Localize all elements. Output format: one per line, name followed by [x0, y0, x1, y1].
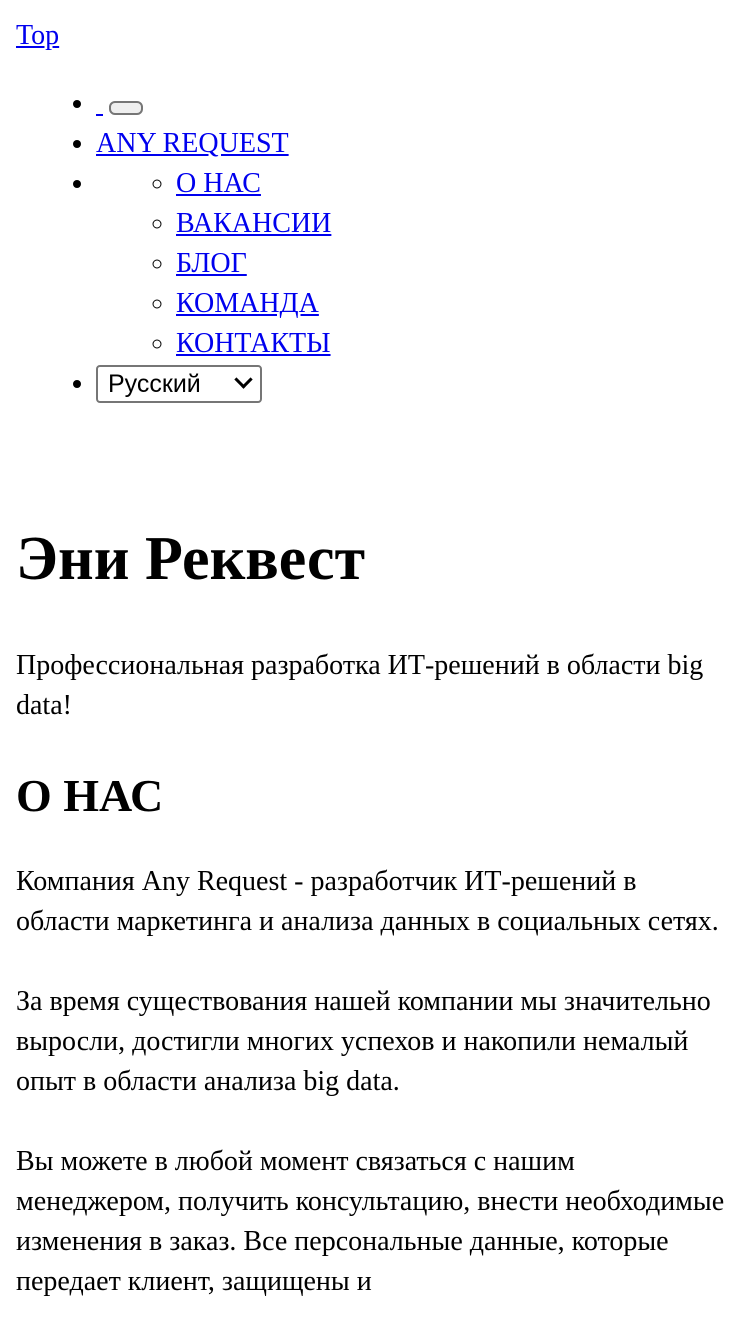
nav-link-about[interactable]: О НАС	[176, 168, 261, 199]
nav-item-contacts	[176, 324, 734, 364]
tagline: Профессиональная разработка ИТ-решений в области big data!	[16, 650, 704, 721]
nav-item-vacancies	[176, 204, 734, 244]
nav-item-submenu	[96, 164, 734, 364]
top-link[interactable]: Top	[16, 20, 60, 51]
nav-link-team[interactable]: КОМАНДА	[176, 288, 319, 319]
nav-item-language	[96, 364, 734, 404]
main-nav	[16, 84, 734, 404]
nav-item-blog	[176, 244, 734, 284]
menu-toggle-link[interactable]	[96, 88, 143, 119]
about-paragraph-3: Вы можете в любой момент связаться с нашим менеджером, получить консультацию, внести необходимые изменения в заказ. Все персональные данные, которые передает клиент, защищены и	[16, 1146, 725, 1297]
nav-link-contacts[interactable]: КОНТАКТЫ	[176, 328, 331, 359]
about-paragraph-2: За время существования нашей компании мы значительно выросли, достигли многих успехов и накопили немалый опыт в области анализа big data.	[16, 986, 711, 1097]
nav-link-vacancies[interactable]: ВАКАНСИИ	[176, 208, 332, 239]
about-heading: О НАС	[16, 770, 164, 821]
about-paragraph-1: Компания Any Request - разработчик ИТ-решений в области маркетинга и анализа данных в социальных сетях.	[16, 866, 719, 937]
nav-link-blog[interactable]: БЛОГ	[176, 248, 247, 279]
brand-link[interactable]: ANY REQUEST	[96, 128, 289, 159]
nav-item-brand	[96, 124, 734, 164]
menu-toggle-button[interactable]	[109, 101, 143, 115]
nav-item-about	[176, 164, 734, 204]
chevron-down-icon	[234, 370, 252, 388]
page-title: Эни Реквест	[16, 525, 366, 593]
language-select[interactable]	[96, 365, 262, 403]
nav-item-toggle	[96, 84, 734, 124]
submenu	[96, 164, 734, 364]
nav-item-team	[176, 284, 734, 324]
language-select-value: Русский	[108, 369, 201, 398]
